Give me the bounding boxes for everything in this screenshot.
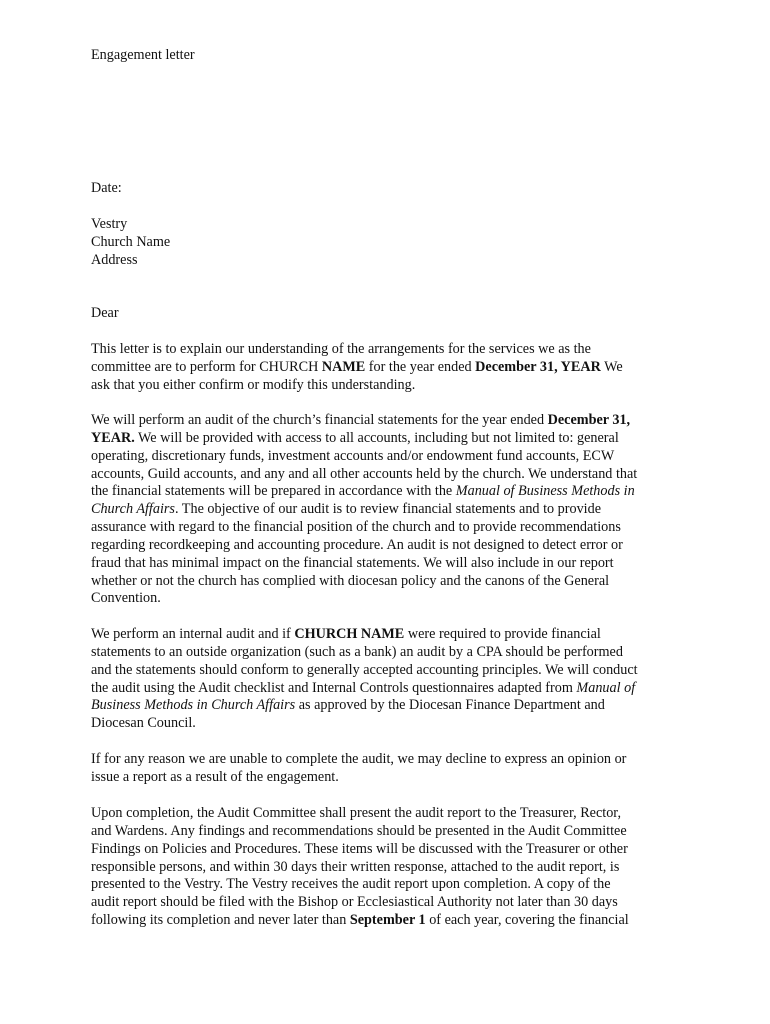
paragraph-completion: [91, 805, 676, 930]
paragraph-decline: [91, 751, 676, 787]
text-line: and the statements should conform to generally accepted accounting principles. We will conduct: [91, 661, 638, 678]
address-line-3: Address: [91, 251, 138, 268]
salutation: Dear: [91, 305, 119, 321]
text-line: operating, discretionary funds, investment accounts and/or endowment fund accounts, ECW: [91, 447, 615, 464]
text-line: Church Affairs. The objective of our audit is to review financial statements and to provide: [91, 501, 601, 518]
text-line: We will perform an audit of the church’s financial statements for the year ended December 31,: [91, 412, 631, 428]
text-line: Upon completion, the Audit Committee shall present the audit report to the Treasurer, Rector,: [91, 805, 621, 821]
document-header-title: Engagement letter: [91, 47, 195, 63]
text-line: responsible persons, and within 30 days their written response, attached to the audit report, is: [91, 858, 620, 875]
text-line: the audit using the Audit checklist and Internal Controls questionnaires adapted from Manual of: [91, 679, 636, 696]
paragraph-internal-audit: [91, 626, 676, 733]
text-line: Convention.: [91, 590, 161, 607]
text-line: issue a report as a result of the engagement.: [91, 768, 339, 785]
address-line-2: Church Name: [91, 233, 171, 250]
text-line: Business Methods in Church Affairs as approved by the Diocesan Finance Department and: [91, 697, 605, 714]
text-line: and Wardens. Any findings and recommendations should be presented in the Audit Committee: [91, 822, 627, 839]
text-line: assurance with regard to the financial position of the church and to provide recommendations: [91, 519, 621, 536]
text-line: We perform an internal audit and if CHURCH NAME were required to provide financial: [91, 626, 601, 642]
paragraph-audit-scope: [91, 412, 676, 608]
text-line: presented to the Vestry. The Vestry receives the audit report upon completion. A copy of the: [91, 876, 611, 893]
text-line: statements to an outside organization (such as a bank) an audit by a CPA should be performed: [91, 643, 623, 660]
text-line: audit report should be filed with the Bishop or Ecclesiastical Authority not later than 30 days: [91, 894, 618, 911]
text-line: following its completion and never later than September 1 of each year, covering the financial: [91, 912, 629, 929]
date-label: Date:: [91, 180, 122, 196]
text-line: accounts, Guild accounts, and any and all other accounts held by the church. We understand that: [91, 465, 638, 482]
text-line: ask that you either confirm or modify this understanding.: [91, 376, 416, 393]
text-line: regarding recordkeeping and accounting procedure. An audit is not designed to detect error or: [91, 536, 623, 553]
text-line: Findings on Policies and Procedures. These items will be discussed with the Treasurer or other: [91, 840, 628, 857]
text-line: committee are to perform for CHURCH NAME for the year ended December 31, YEAR We: [91, 358, 623, 375]
text-line: Diocesan Council.: [91, 715, 196, 732]
text-line: This letter is to explain our understanding of the arrangements for the services we as the: [91, 341, 591, 357]
text-line: the financial statements will be prepared in accordance with the Manual of Business Methods in: [91, 483, 635, 500]
text-line: If for any reason we are unable to complete the audit, we may decline to express an opinion or: [91, 751, 627, 767]
recipient-address: [91, 216, 676, 270]
text-line: fraud that has minimal impact on the financial statements. We will also include in our report: [91, 554, 614, 571]
address-line-1: Vestry: [91, 216, 128, 232]
text-line: YEAR. We will be provided with access to all accounts, including but not limited to: general: [91, 429, 619, 446]
paragraph-intro: [91, 341, 676, 395]
text-line: whether or not the church has complied with diocesan policy and the canons of the General: [91, 572, 610, 589]
